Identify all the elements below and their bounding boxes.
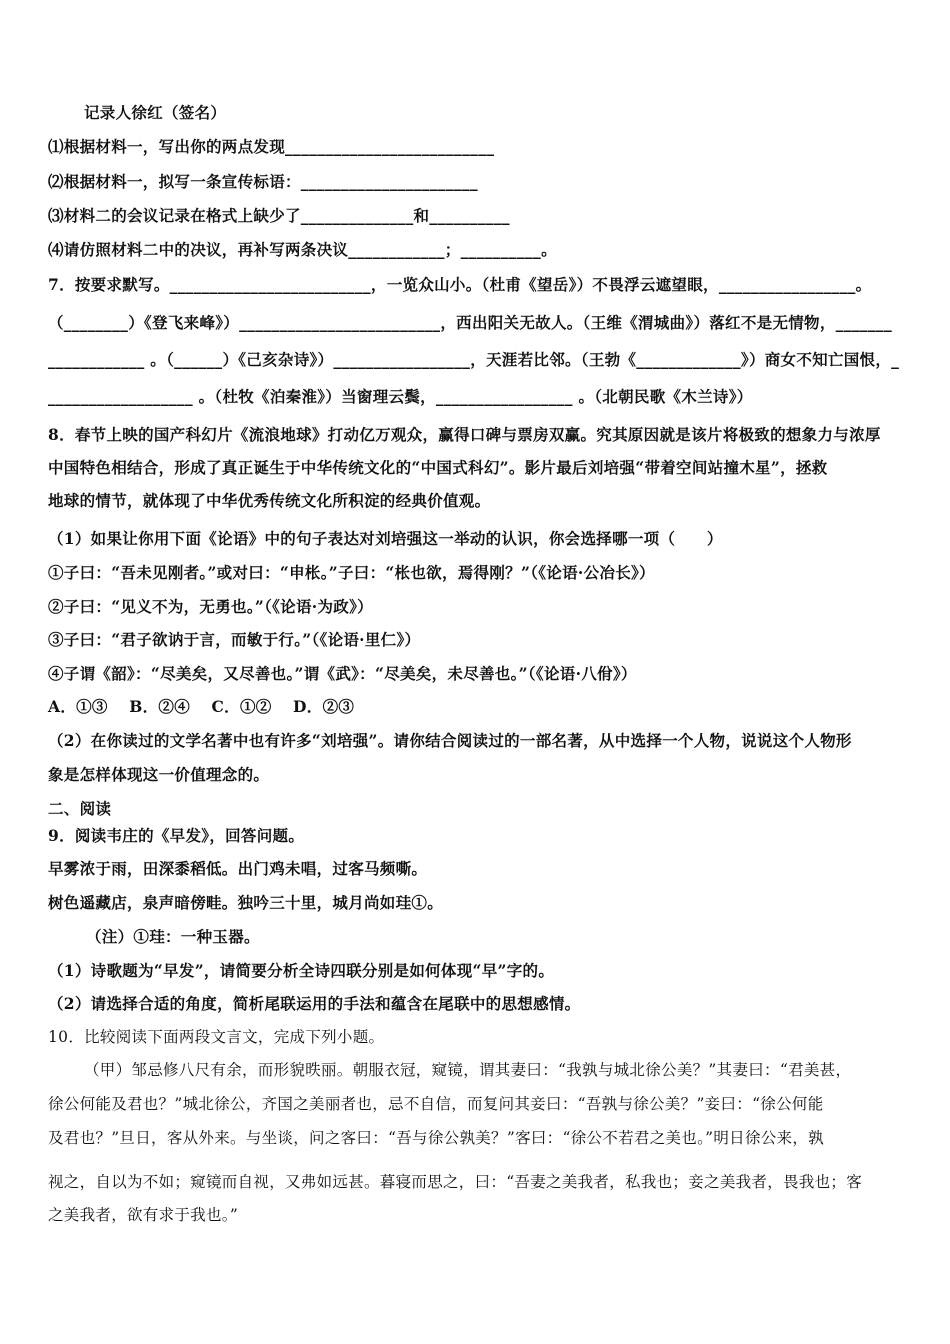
question-8-part-2-line-1: （2）在你读过的文学名著中也有许多“刘培强”。请你结合阅读过的一部名著，从中选择一个人物，说说这个人物形 [48,731,852,750]
answer-choices: A．①③ B．②④ C．①② D．②③ [48,697,355,716]
question-7-line-4: __________________ 。（杜牧《泊秦淮》）当窗理云鬓，_________________ 。（北朝民歌《木兰诗》） [48,387,753,406]
question-9-title: 9．阅读韦庄的《早发》，回答问题。 [48,826,305,845]
question-6-2: ⑵根据材料一，拟写一条宣传标语：______________________ [48,172,478,191]
poem-line-2: 树色遥藏店，泉声暗傍畦。独吟三十里，城月尚如珪①。 [48,893,444,912]
classical-text-line-1: （甲）邹忌修八尺有余，而形貌昳丽。朝服衣冠，窥镜，谓其妻曰：“我孰与城北徐公美？”其妻曰：“君美甚， [84,1061,852,1079]
option-2: ②子曰：“见义不为，无勇也。”（《论语·为政》） [48,597,373,616]
question-9-part-2: （2）请选择合适的角度，简析尾联运用的手法和蕴含在尾联中的思想感情。 [48,994,581,1013]
question-8-part-1: （1）如果让你用下面《论语》中的句子表达对刘培强这一举动的认识，你会选择哪一项（ ） [48,529,723,548]
question-7-line-1: 7．按要求默写。_________________________，一览众山小。（杜甫《望岳》）不畏浮云遮望眼，_________________。 [48,275,872,294]
question-6-1: ⑴根据材料一，写出你的两点发现__________________________ [48,137,495,156]
option-1: ①子曰：“吾未见刚者。”或对曰：“申枨。”子曰：“枨也欲，焉得刚？”（《论语·公冶长》） [48,563,655,582]
question-10-title: 10．比较阅读下面两段文言文，完成下列小题。 [48,1028,385,1046]
poem-line-1: 早雾浓于雨，田深黍稻低。出门鸡未唱，过客马频嘶。 [48,859,428,878]
classical-text-line-2: 徐公何能及君也？”城北徐公，齐国之美丽者也，忌不自信，而复问其妾曰：“吾孰与徐公美？”妾曰：“徐公何能 [48,1095,824,1113]
option-4: ④子谓《韶》：“尽美矣，又尽善也。”谓《武》：“尽美矣，未尽善也。”（《论语·八佾》） [48,664,637,683]
classical-text-line-4: 视之，自以为不如；窥镜而自视，又弗如远甚。暮寝而思之，曰：“吾妻之美我者，私我也；妾之美我者，畏我也；客 [48,1173,863,1191]
poem-note: （注）①珪：一种玉器。 [86,927,260,946]
question-8-line-2: 中国特色相结合，形成了真正诞生于中华传统文化的“中国式科幻”。影片最后刘培强“带着空间站撞木星”，拯救 [48,458,828,477]
classical-text-line-5: 之美我者，欲有求于我也。” [48,1206,239,1224]
classical-text-line-3: 及君也？”旦日，客从外来。与坐谈，问之客曰：“吾与徐公孰美？”客曰：“徐公不若君之美也。”明日徐公来，孰 [48,1129,824,1147]
section-title-reading: 二、阅读 [48,799,112,818]
question-6-3: ⑶材料二的会议记录在格式上缺少了______________和__________ [48,206,510,225]
question-8-line-1: 8．春节上映的国产科幻片《流浪地球》打动亿万观众，赢得口碑与票房双赢。究其原因就是该片将极致的想象力与浓厚 [48,425,881,444]
question-9-part-1: （1）诗歌题为“早发”，请简要分析全诗四联分别是如何体现“早”字的。 [48,961,555,980]
question-8-line-3: 地球的情节，就体现了中华优秀传统文化所积淀的经典价值观。 [48,491,491,510]
question-7-line-3: ____________ 。（______）《己亥杂诗》）_________________，天涯若比邻。（王勃《_____________》）商女不知亡国恨，_ [48,350,900,369]
recorder-signature: 记录人徐红（签名） [84,103,227,122]
option-3: ③子曰：“君子欲讷于言，而敏于行。”（《论语·里仁》） [48,630,421,649]
question-7-line-2: （________）《登飞来峰》）_________________________，西出阳关无故人。（王维《渭城曲》）落红不是无情物，_______ [48,313,893,332]
question-8-part-2-line-2: 象是怎样体现这一价值理念的。 [48,765,270,784]
question-6-4: ⑷请仿照材料二中的决议，再补写两条决议____________；__________。 [48,240,557,259]
